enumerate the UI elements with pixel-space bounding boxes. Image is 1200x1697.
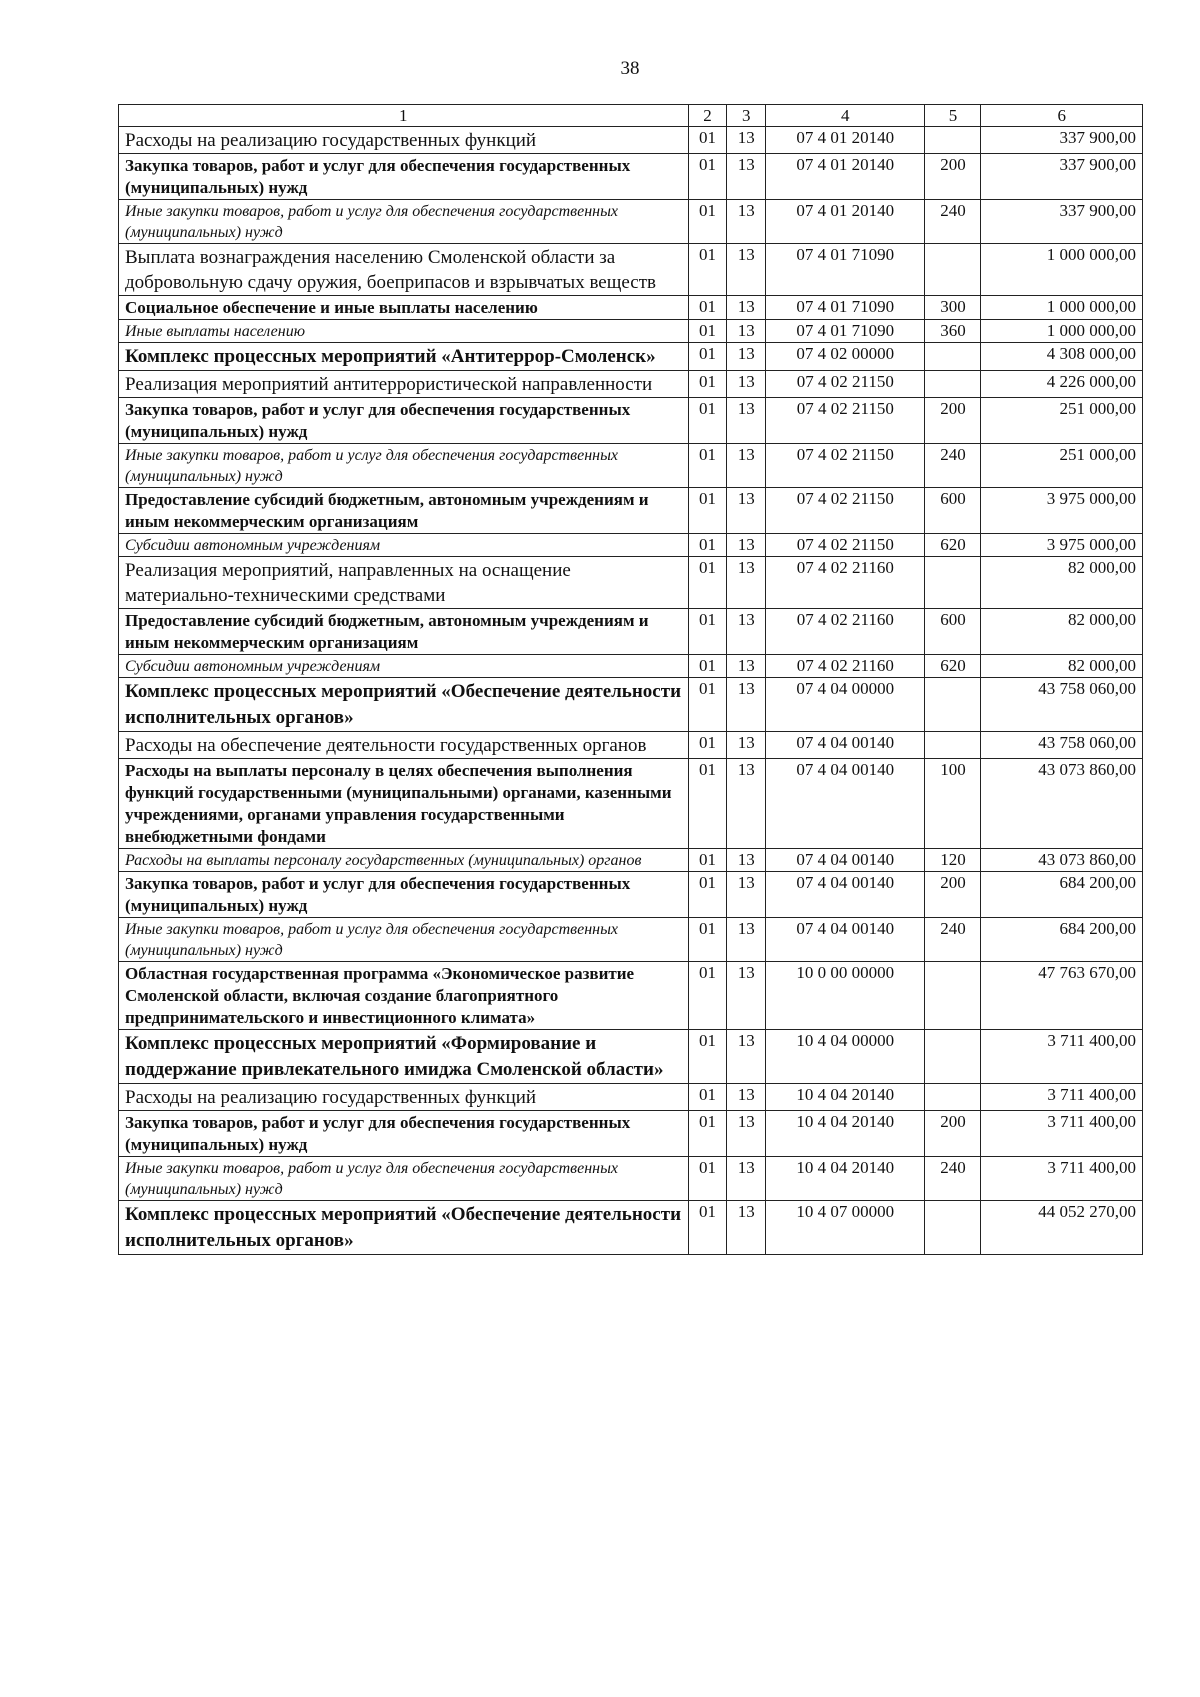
cell-expense-type: 200 <box>925 1111 981 1157</box>
cell-target-code: 07 4 04 00000 <box>766 678 925 732</box>
cell-target-code: 07 4 04 00140 <box>766 759 925 849</box>
cell-name: Иные закупки товаров, работ и услуг для обеспечения государственных (муниципальных) нужд <box>119 444 689 488</box>
cell-section: 01 <box>688 918 727 962</box>
cell-target-code: 10 4 07 00000 <box>766 1201 925 1255</box>
cell-subsection: 13 <box>727 1030 766 1084</box>
cell-target-code: 07 4 04 00140 <box>766 732 925 759</box>
cell-target-code: 07 4 02 21150 <box>766 371 925 398</box>
cell-section: 01 <box>688 1111 727 1157</box>
cell-subsection: 13 <box>727 200 766 244</box>
cell-subsection: 13 <box>727 609 766 655</box>
cell-amount: 337 900,00 <box>981 200 1143 244</box>
cell-section: 01 <box>688 759 727 849</box>
cell-amount: 43 073 860,00 <box>981 759 1143 849</box>
table-row <box>119 557 1143 609</box>
cell-target-code: 10 4 04 20140 <box>766 1157 925 1201</box>
cell-name: Комплекс процессных мероприятий «Обеспечение деятельности исполнительных органов» <box>119 678 689 732</box>
cell-target-code: 07 4 02 21160 <box>766 655 925 678</box>
table-row <box>119 849 1143 872</box>
cell-target-code: 07 4 02 21160 <box>766 609 925 655</box>
cell-name: Предоставление субсидий бюджетным, автономным учреждениям и иным некоммерческим организациям <box>119 609 689 655</box>
table-row <box>119 154 1143 200</box>
cell-amount: 337 900,00 <box>981 127 1143 154</box>
cell-expense-type <box>925 1030 981 1084</box>
cell-target-code: 07 4 02 00000 <box>766 343 925 371</box>
cell-name: Закупка товаров, работ и услуг для обеспечения государственных (муниципальных) нужд <box>119 872 689 918</box>
cell-expense-type: 200 <box>925 872 981 918</box>
cell-name: Закупка товаров, работ и услуг для обеспечения государственных (муниципальных) нужд <box>119 1111 689 1157</box>
cell-target-code: 07 4 04 00140 <box>766 849 925 872</box>
cell-subsection: 13 <box>727 127 766 154</box>
cell-section: 01 <box>688 962 727 1030</box>
cell-expense-type <box>925 1084 981 1111</box>
cell-subsection: 13 <box>727 759 766 849</box>
cell-target-code: 10 4 04 20140 <box>766 1111 925 1157</box>
cell-section: 01 <box>688 678 727 732</box>
cell-subsection: 13 <box>727 872 766 918</box>
cell-name: Субсидии автономным учреждениям <box>119 655 689 678</box>
cell-expense-type <box>925 962 981 1030</box>
cell-expense-type <box>925 557 981 609</box>
cell-target-code: 07 4 04 00140 <box>766 872 925 918</box>
cell-amount: 3 711 400,00 <box>981 1030 1143 1084</box>
cell-target-code: 10 0 00 00000 <box>766 962 925 1030</box>
cell-target-code: 07 4 02 21150 <box>766 444 925 488</box>
cell-target-code: 07 4 01 71090 <box>766 320 925 343</box>
cell-section: 01 <box>688 127 727 154</box>
cell-section: 01 <box>688 1084 727 1111</box>
table-row <box>119 488 1143 534</box>
table-row <box>119 655 1143 678</box>
header-col-4: 4 <box>766 105 925 127</box>
cell-expense-type <box>925 1201 981 1255</box>
cell-section: 01 <box>688 557 727 609</box>
table-row <box>119 343 1143 371</box>
header-col-1: 1 <box>119 105 689 127</box>
cell-name: Расходы на реализацию государственных функций <box>119 1084 689 1111</box>
cell-name: Комплекс процессных мероприятий «Антитеррор-Смоленск» <box>119 343 689 371</box>
table-row <box>119 398 1143 444</box>
cell-subsection: 13 <box>727 1111 766 1157</box>
cell-subsection: 13 <box>727 557 766 609</box>
cell-expense-type: 600 <box>925 609 981 655</box>
cell-subsection: 13 <box>727 244 766 296</box>
cell-name: Реализация мероприятий антитеррористической направленности <box>119 371 689 398</box>
cell-name: Иные закупки товаров, работ и услуг для обеспечения государственных (муниципальных) нужд <box>119 1157 689 1201</box>
cell-amount: 44 052 270,00 <box>981 1201 1143 1255</box>
cell-expense-type <box>925 244 981 296</box>
table-row <box>119 678 1143 732</box>
cell-amount: 4 308 000,00 <box>981 343 1143 371</box>
cell-expense-type <box>925 127 981 154</box>
cell-subsection: 13 <box>727 918 766 962</box>
cell-section: 01 <box>688 534 727 557</box>
table-row <box>119 1201 1143 1255</box>
table-row <box>119 127 1143 154</box>
table-row <box>119 918 1143 962</box>
cell-subsection: 13 <box>727 1157 766 1201</box>
cell-section: 01 <box>688 488 727 534</box>
cell-subsection: 13 <box>727 371 766 398</box>
cell-name: Иные закупки товаров, работ и услуг для обеспечения государственных (муниципальных) нужд <box>119 200 689 244</box>
cell-target-code: 07 4 02 21150 <box>766 398 925 444</box>
cell-target-code: 07 4 01 20140 <box>766 127 925 154</box>
cell-expense-type <box>925 732 981 759</box>
cell-name: Иные выплаты населению <box>119 320 689 343</box>
table-row <box>119 872 1143 918</box>
cell-subsection: 13 <box>727 488 766 534</box>
cell-name: Иные закупки товаров, работ и услуг для обеспечения государственных (муниципальных) нужд <box>119 918 689 962</box>
cell-expense-type: 620 <box>925 534 981 557</box>
cell-subsection: 13 <box>727 444 766 488</box>
cell-amount: 684 200,00 <box>981 872 1143 918</box>
cell-subsection: 13 <box>727 154 766 200</box>
cell-name: Расходы на выплаты персоналу в целях обеспечения выполнения функций государственными (муниципальными) органами, казенными учреждениями, органами управления государственными внебюджетными фондами <box>119 759 689 849</box>
cell-amount: 43 758 060,00 <box>981 732 1143 759</box>
cell-name: Социальное обеспечение и иные выплаты населению <box>119 296 689 320</box>
cell-expense-type: 100 <box>925 759 981 849</box>
cell-name: Закупка товаров, работ и услуг для обеспечения государственных (муниципальных) нужд <box>119 154 689 200</box>
cell-expense-type <box>925 371 981 398</box>
cell-subsection: 13 <box>727 534 766 557</box>
table-row <box>119 962 1143 1030</box>
cell-amount: 82 000,00 <box>981 557 1143 609</box>
cell-amount: 3 711 400,00 <box>981 1111 1143 1157</box>
cell-subsection: 13 <box>727 343 766 371</box>
cell-amount: 3 711 400,00 <box>981 1084 1143 1111</box>
table-body <box>119 105 1143 1255</box>
cell-subsection: 13 <box>727 1201 766 1255</box>
header-col-2: 2 <box>688 105 727 127</box>
cell-amount: 43 758 060,00 <box>981 678 1143 732</box>
cell-name: Предоставление субсидий бюджетным, автономным учреждениям и иным некоммерческим организациям <box>119 488 689 534</box>
cell-amount: 43 073 860,00 <box>981 849 1143 872</box>
table-row <box>119 1157 1143 1201</box>
cell-target-code: 07 4 01 20140 <box>766 154 925 200</box>
cell-section: 01 <box>688 1157 727 1201</box>
cell-amount: 82 000,00 <box>981 655 1143 678</box>
cell-target-code: 07 4 02 21160 <box>766 557 925 609</box>
cell-expense-type: 240 <box>925 200 981 244</box>
header-col-6: 6 <box>981 105 1143 127</box>
table-row <box>119 759 1143 849</box>
cell-section: 01 <box>688 655 727 678</box>
cell-amount: 337 900,00 <box>981 154 1143 200</box>
cell-amount: 684 200,00 <box>981 918 1143 962</box>
cell-section: 01 <box>688 200 727 244</box>
cell-section: 01 <box>688 371 727 398</box>
page-number: 38 <box>620 58 640 79</box>
cell-target-code: 07 4 02 21150 <box>766 534 925 557</box>
cell-amount: 251 000,00 <box>981 444 1143 488</box>
cell-name: Расходы на выплаты персоналу государственных (муниципальных) органов <box>119 849 689 872</box>
cell-expense-type: 120 <box>925 849 981 872</box>
cell-subsection: 13 <box>727 849 766 872</box>
cell-expense-type: 200 <box>925 398 981 444</box>
table-row <box>119 1030 1143 1084</box>
cell-section: 01 <box>688 1201 727 1255</box>
cell-subsection: 13 <box>727 732 766 759</box>
cell-section: 01 <box>688 296 727 320</box>
cell-section: 01 <box>688 320 727 343</box>
cell-target-code: 10 4 04 20140 <box>766 1084 925 1111</box>
header-col-3: 3 <box>727 105 766 127</box>
cell-name: Комплекс процессных мероприятий «Формирование и поддержание привлекательного имиджа Смоленской области» <box>119 1030 689 1084</box>
table-row <box>119 732 1143 759</box>
cell-expense-type: 600 <box>925 488 981 534</box>
cell-name: Закупка товаров, работ и услуг для обеспечения государственных (муниципальных) нужд <box>119 398 689 444</box>
cell-section: 01 <box>688 398 727 444</box>
cell-amount: 1 000 000,00 <box>981 320 1143 343</box>
cell-section: 01 <box>688 872 727 918</box>
cell-name: Расходы на обеспечение деятельности государственных органов <box>119 732 689 759</box>
cell-amount: 47 763 670,00 <box>981 962 1143 1030</box>
cell-section: 01 <box>688 154 727 200</box>
budget-table <box>118 104 1143 1255</box>
cell-expense-type: 240 <box>925 918 981 962</box>
cell-name: Субсидии автономным учреждениям <box>119 534 689 557</box>
table-header-row <box>119 105 1143 127</box>
cell-section: 01 <box>688 244 727 296</box>
cell-target-code: 07 4 01 71090 <box>766 296 925 320</box>
cell-expense-type: 300 <box>925 296 981 320</box>
table-row <box>119 1084 1143 1111</box>
cell-subsection: 13 <box>727 398 766 444</box>
cell-target-code: 10 4 04 00000 <box>766 1030 925 1084</box>
cell-amount: 1 000 000,00 <box>981 244 1143 296</box>
cell-name: Выплата вознаграждения населению Смоленской области за добровольную сдачу оружия, боеприпасов и взрывчатых веществ <box>119 244 689 296</box>
cell-section: 01 <box>688 343 727 371</box>
table-row <box>119 244 1143 296</box>
cell-section: 01 <box>688 1030 727 1084</box>
cell-target-code: 07 4 01 20140 <box>766 200 925 244</box>
cell-amount: 3 711 400,00 <box>981 1157 1143 1201</box>
cell-amount: 1 000 000,00 <box>981 296 1143 320</box>
table-row <box>119 200 1143 244</box>
cell-target-code: 07 4 02 21150 <box>766 488 925 534</box>
cell-name: Областная государственная программа «Экономическое развитие Смоленской области, включая создание благоприятного предпринимательского и инвестиционного климата» <box>119 962 689 1030</box>
cell-expense-type <box>925 343 981 371</box>
cell-expense-type: 240 <box>925 1157 981 1201</box>
table-row <box>119 534 1143 557</box>
cell-amount: 82 000,00 <box>981 609 1143 655</box>
table-row <box>119 320 1143 343</box>
cell-section: 01 <box>688 444 727 488</box>
table-row <box>119 1111 1143 1157</box>
cell-section: 01 <box>688 609 727 655</box>
cell-target-code: 07 4 04 00140 <box>766 918 925 962</box>
cell-section: 01 <box>688 849 727 872</box>
table-row <box>119 444 1143 488</box>
table-row <box>119 609 1143 655</box>
table-row <box>119 371 1143 398</box>
cell-amount: 3 975 000,00 <box>981 488 1143 534</box>
cell-name: Комплекс процессных мероприятий «Обеспечение деятельности исполнительных органов» <box>119 1201 689 1255</box>
cell-expense-type: 240 <box>925 444 981 488</box>
cell-amount: 3 975 000,00 <box>981 534 1143 557</box>
cell-subsection: 13 <box>727 655 766 678</box>
cell-subsection: 13 <box>727 678 766 732</box>
cell-expense-type: 620 <box>925 655 981 678</box>
cell-expense-type: 200 <box>925 154 981 200</box>
cell-subsection: 13 <box>727 962 766 1030</box>
cell-name: Реализация мероприятий, направленных на оснащение материально-техническими средствами <box>119 557 689 609</box>
cell-section: 01 <box>688 732 727 759</box>
cell-amount: 251 000,00 <box>981 398 1143 444</box>
table-row <box>119 296 1143 320</box>
header-col-5: 5 <box>925 105 981 127</box>
cell-expense-type <box>925 678 981 732</box>
cell-expense-type: 360 <box>925 320 981 343</box>
cell-subsection: 13 <box>727 296 766 320</box>
cell-subsection: 13 <box>727 1084 766 1111</box>
cell-name: Расходы на реализацию государственных функций <box>119 127 689 154</box>
cell-subsection: 13 <box>727 320 766 343</box>
cell-amount: 4 226 000,00 <box>981 371 1143 398</box>
cell-target-code: 07 4 01 71090 <box>766 244 925 296</box>
